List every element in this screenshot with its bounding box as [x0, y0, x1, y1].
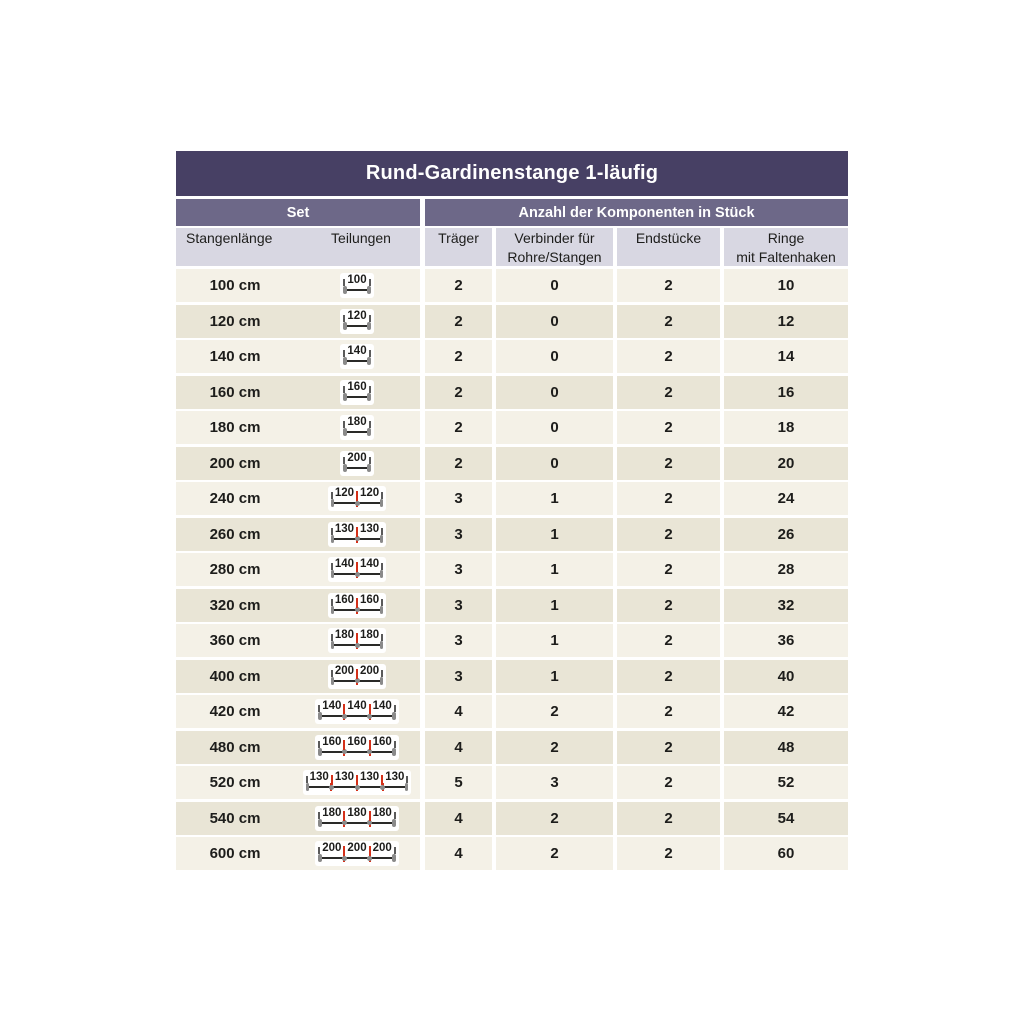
cell-endstuecke: 2 — [617, 376, 720, 409]
group-header-components — [425, 199, 848, 226]
cell-verbinder: 3 — [496, 766, 613, 799]
rod-endcap-left-icon — [343, 286, 347, 294]
rod-diagram — [343, 428, 370, 436]
segment-length: 160 — [334, 593, 354, 606]
cell-length: 160 cm — [209, 383, 261, 401]
dimension-icon — [315, 735, 399, 760]
segment-length: 180 — [334, 629, 354, 641]
cell-set — [176, 518, 420, 551]
cell-teilungen — [294, 699, 420, 724]
cell-set — [176, 305, 420, 338]
cell-set — [176, 376, 420, 409]
segment-length: 200 — [322, 842, 342, 854]
dimension-icon — [340, 309, 373, 334]
cell-ringe: 16 — [724, 376, 848, 409]
cell-set — [176, 447, 420, 480]
segment-length: 130 — [334, 522, 354, 535]
dim-limit-tick-icon — [381, 492, 383, 499]
dimension-icon — [328, 522, 386, 547]
rod-line — [319, 857, 395, 859]
dimension-icon — [340, 344, 373, 369]
dim-limit-tick-icon — [381, 528, 383, 535]
cell-verbinder: 0 — [496, 447, 613, 480]
rod-endcap-right-icon — [367, 393, 371, 401]
cell-traeger: 4 — [425, 837, 492, 870]
dim-limit-tick-icon — [394, 705, 396, 712]
dimension-numbers — [331, 488, 383, 499]
dimension-icon — [340, 451, 373, 476]
cell-verbinder: 1 — [496, 660, 613, 693]
col-header-set — [176, 228, 420, 266]
cell-traeger: 2 — [425, 269, 492, 302]
cell-set — [176, 624, 420, 657]
cell-ringe: 12 — [724, 305, 848, 338]
dim-limit-tick-icon — [381, 670, 383, 677]
dimension-numbers — [343, 382, 370, 393]
table-row — [176, 518, 848, 551]
rod-endcap-right-icon — [367, 464, 371, 472]
col-header-endstuecke — [617, 228, 720, 266]
table-row — [176, 660, 848, 693]
rod-endcap-right-icon — [367, 286, 371, 294]
rod-endcap-right-icon — [367, 428, 371, 436]
cell-set — [176, 411, 420, 444]
cell-set — [176, 589, 420, 622]
table-row — [176, 447, 848, 480]
cell-endstuecke: 2 — [617, 766, 720, 799]
segment-length: 200 — [347, 451, 367, 464]
rod-endcap-right-icon — [405, 783, 409, 791]
cell-ringe: 54 — [724, 802, 848, 835]
cell-set — [176, 269, 420, 302]
rod-endcap-right-icon — [380, 535, 384, 543]
table-row — [176, 589, 848, 622]
dimension-numbers — [343, 417, 370, 428]
rod-endcap-right-icon — [392, 712, 396, 720]
dimension-icon — [328, 486, 386, 511]
rod-line — [344, 325, 369, 327]
dim-limit-tick-icon — [381, 634, 383, 641]
dimension-icon — [328, 664, 386, 689]
dimension-numbers — [343, 453, 370, 464]
cell-traeger: 2 — [425, 447, 492, 480]
cell-length: 140 cm — [209, 348, 261, 365]
cell-teilungen — [294, 522, 420, 547]
dim-limit-tick-icon — [394, 812, 396, 819]
cell-endstuecke: 2 — [617, 340, 720, 373]
cell-verbinder: 1 — [496, 518, 613, 551]
segment-length: 140 — [372, 700, 392, 712]
rod-endcap-left-icon — [318, 819, 322, 827]
cell-ringe: 40 — [724, 660, 848, 693]
cell-traeger: 3 — [425, 482, 492, 515]
dim-limit-tick-icon — [369, 350, 371, 357]
cell-endstuecke: 2 — [617, 589, 720, 622]
cell-traeger: 4 — [425, 731, 492, 764]
dimension-numbers — [331, 595, 383, 606]
cell-traeger: 3 — [425, 553, 492, 586]
col-header-teilungen: Teilungen — [331, 230, 391, 246]
cell-endstuecke: 2 — [617, 553, 720, 586]
segment-length: 160 — [347, 380, 367, 393]
dim-limit-tick-icon — [381, 599, 383, 606]
cell-length: 520 cm — [209, 774, 261, 791]
cell-set — [176, 802, 420, 835]
dimension-numbers — [318, 808, 396, 819]
table-title-text: Rund-Gardinenstange 1-läufig — [365, 162, 659, 184]
dimension-icon — [340, 415, 373, 440]
table-row — [176, 766, 848, 799]
rod-endcap-right-icon — [380, 677, 384, 685]
table-row — [176, 553, 848, 586]
cell-teilungen — [294, 380, 420, 405]
rod-endcap-right-icon — [392, 819, 396, 827]
cell-teilungen — [294, 806, 420, 831]
cell-set — [176, 660, 420, 693]
table-row — [176, 305, 848, 338]
segment-length: 130 — [334, 771, 354, 783]
rod-line — [319, 751, 395, 753]
rod-diagram — [343, 464, 370, 472]
segment-length: 140 — [322, 700, 342, 712]
col-header-traeger — [425, 228, 492, 266]
rod-endcap-left-icon — [343, 428, 347, 436]
segment-length: 180 — [360, 629, 380, 641]
cell-length: 240 cm — [209, 490, 261, 507]
dimension-numbers — [343, 346, 370, 357]
cell-verbinder: 1 — [496, 482, 613, 515]
cell-verbinder: 0 — [496, 269, 613, 302]
segment-length: 160 — [372, 735, 392, 748]
rod-endcap-left-icon — [318, 712, 322, 720]
cell-traeger: 3 — [425, 624, 492, 657]
cell-length: 280 cm — [209, 561, 261, 578]
cell-length: 400 cm — [209, 667, 261, 685]
cell-verbinder: 0 — [496, 411, 613, 444]
rod-endcap-right-icon — [367, 322, 371, 330]
dim-limit-tick-icon — [381, 563, 383, 570]
col-header-ringe-label: Ringe mit Faltenhaken — [736, 230, 836, 265]
cell-endstuecke: 2 — [617, 802, 720, 835]
segment-length: 200 — [334, 664, 354, 677]
cell-teilungen — [294, 664, 420, 689]
cell-ringe: 10 — [724, 269, 848, 302]
rod-endcap-right-icon — [392, 748, 396, 756]
cell-traeger: 4 — [425, 802, 492, 835]
segment-length: 130 — [360, 522, 380, 535]
rod-endcap-left-icon — [331, 677, 335, 685]
rod-line — [344, 467, 369, 469]
rod-endcap-left-icon — [343, 322, 347, 330]
rod-diagram — [318, 819, 396, 827]
cell-endstuecke: 2 — [617, 731, 720, 764]
cell-ringe: 24 — [724, 482, 848, 515]
rod-diagram — [343, 322, 370, 330]
rod-diagram — [318, 854, 396, 862]
segment-length: 200 — [360, 664, 380, 677]
table-row — [176, 695, 848, 728]
cell-traeger: 3 — [425, 660, 492, 693]
cell-set — [176, 731, 420, 764]
dimension-icon — [340, 380, 373, 405]
rod-diagram — [318, 748, 396, 756]
cell-set — [176, 837, 420, 870]
cell-verbinder: 0 — [496, 305, 613, 338]
col-header-verbinder — [496, 228, 613, 266]
cell-endstuecke: 2 — [617, 695, 720, 728]
segment-length: 180 — [372, 806, 392, 819]
cell-length: 120 cm — [209, 312, 261, 330]
cell-ringe: 28 — [724, 553, 848, 586]
cell-length: 540 cm — [209, 809, 261, 827]
rod-endcap-right-icon — [380, 641, 384, 649]
rod-endcap-left-icon — [331, 570, 335, 578]
cell-ringe: 26 — [724, 518, 848, 551]
cell-teilungen — [294, 415, 420, 440]
component-table — [176, 151, 848, 873]
cell-endstuecke: 2 — [617, 305, 720, 338]
cell-endstuecke: 2 — [617, 660, 720, 693]
rod-line — [319, 822, 395, 824]
segment-length: 130 — [385, 771, 405, 783]
segment-length: 140 — [334, 558, 354, 570]
dimension-numbers — [331, 524, 383, 535]
table-title — [176, 151, 848, 196]
table-body — [176, 269, 848, 870]
cell-ringe: 14 — [724, 340, 848, 373]
cell-teilungen — [294, 344, 420, 369]
cell-ringe: 36 — [724, 624, 848, 657]
dim-limit-tick-icon — [406, 776, 408, 783]
rod-endcap-left-icon — [343, 357, 347, 365]
cell-set — [176, 695, 420, 728]
cell-endstuecke: 2 — [617, 482, 720, 515]
cell-length: 100 cm — [209, 277, 261, 294]
table-row — [176, 340, 848, 373]
dimension-icon — [328, 593, 386, 618]
segment-length: 180 — [347, 806, 367, 819]
group-header-set-label: Set — [286, 204, 310, 221]
dimension-numbers — [306, 772, 409, 783]
segment-length: 140 — [347, 700, 367, 712]
segment-length: 160 — [322, 735, 342, 748]
rod-diagram — [343, 357, 370, 365]
rod-line — [319, 715, 395, 717]
cell-length: 260 cm — [209, 525, 261, 543]
dim-limit-tick-icon — [394, 847, 396, 854]
dim-limit-tick-icon — [369, 386, 371, 393]
rod-endcap-left-icon — [331, 606, 335, 614]
cell-traeger: 3 — [425, 518, 492, 551]
dimension-numbers — [331, 630, 383, 641]
rod-endcap-left-icon — [343, 464, 347, 472]
cell-verbinder: 2 — [496, 802, 613, 835]
segment-length: 140 — [347, 345, 367, 357]
col-header-ringe — [724, 228, 848, 266]
cell-verbinder: 1 — [496, 589, 613, 622]
cell-ringe: 60 — [724, 837, 848, 870]
cell-endstuecke: 2 — [617, 837, 720, 870]
dim-limit-tick-icon — [369, 315, 371, 322]
rod-endcap-left-icon — [306, 783, 310, 791]
cell-traeger: 2 — [425, 305, 492, 338]
dimension-numbers — [343, 311, 370, 322]
cell-set — [176, 553, 420, 586]
dimension-icon — [303, 770, 412, 795]
cell-ringe: 20 — [724, 447, 848, 480]
rod-diagram — [318, 712, 396, 720]
table-row — [176, 802, 848, 835]
dimension-icon — [328, 557, 386, 582]
cell-set — [176, 340, 420, 373]
cell-endstuecke: 2 — [617, 447, 720, 480]
cell-traeger: 4 — [425, 695, 492, 728]
dimension-numbers — [318, 843, 396, 854]
cell-verbinder: 2 — [496, 731, 613, 764]
cell-set — [176, 766, 420, 799]
segment-length: 200 — [372, 842, 392, 854]
segment-length: 160 — [360, 593, 380, 606]
dim-limit-tick-icon — [369, 421, 371, 428]
dimension-numbers — [318, 737, 396, 748]
group-header-components-label: Anzahl der Komponenten in Stück — [518, 204, 755, 221]
cell-ringe: 18 — [724, 411, 848, 444]
cell-teilungen — [294, 309, 420, 334]
segment-length: 180 — [322, 806, 342, 819]
cell-length: 360 cm — [209, 632, 261, 649]
cell-traeger: 2 — [425, 340, 492, 373]
cell-verbinder: 2 — [496, 837, 613, 870]
table-row — [176, 837, 848, 870]
cell-ringe: 52 — [724, 766, 848, 799]
col-header-verbinder-label: Verbinder für Rohre/Stangen — [507, 230, 602, 265]
cell-endstuecke: 2 — [617, 269, 720, 302]
rod-endcap-left-icon — [331, 641, 335, 649]
dimension-numbers — [331, 559, 383, 570]
cell-teilungen — [294, 735, 420, 760]
cell-endstuecke: 2 — [617, 624, 720, 657]
rod-line — [344, 396, 369, 398]
dimension-numbers — [318, 701, 396, 712]
cell-ringe: 48 — [724, 731, 848, 764]
cell-endstuecke: 2 — [617, 518, 720, 551]
dimension-icon — [315, 699, 399, 724]
col-header-endstuecke-label: Endstücke — [635, 230, 702, 246]
rod-endcap-right-icon — [380, 606, 384, 614]
rod-line — [344, 360, 369, 362]
cell-traeger: 3 — [425, 589, 492, 622]
cell-teilungen — [294, 770, 420, 795]
table-row — [176, 269, 848, 302]
rod-endcap-left-icon — [331, 535, 335, 543]
cell-verbinder: 1 — [496, 553, 613, 586]
column-header-row — [176, 228, 848, 266]
dim-limit-tick-icon — [369, 279, 371, 286]
col-header-traeger-label: Träger — [438, 230, 479, 246]
segment-length: 120 — [334, 487, 354, 499]
cell-traeger: 5 — [425, 766, 492, 799]
segment-length: 130 — [309, 771, 329, 783]
cell-length: 320 cm — [209, 596, 261, 614]
cell-teilungen — [294, 486, 420, 511]
table-row — [176, 731, 848, 764]
rod-endcap-right-icon — [367, 357, 371, 365]
cell-teilungen — [294, 557, 420, 582]
segment-length: 180 — [347, 416, 367, 428]
table-row — [176, 376, 848, 409]
rod-endcap-left-icon — [343, 393, 347, 401]
cell-traeger: 2 — [425, 411, 492, 444]
rod-line — [344, 431, 369, 433]
cell-length: 200 cm — [209, 454, 261, 472]
table-row — [176, 411, 848, 444]
table-row — [176, 482, 848, 515]
segment-length: 200 — [347, 842, 367, 854]
cell-verbinder: 1 — [496, 624, 613, 657]
segment-length: 130 — [360, 771, 380, 783]
rod-endcap-right-icon — [380, 499, 384, 507]
cell-teilungen — [294, 451, 420, 476]
cell-teilungen — [294, 841, 420, 866]
dimension-icon — [315, 841, 399, 866]
segment-length: 100 — [347, 274, 367, 286]
rod-endcap-right-icon — [380, 570, 384, 578]
rod-diagram — [343, 286, 370, 294]
segment-length: 140 — [360, 558, 380, 570]
segment-length: 120 — [347, 309, 367, 322]
dimension-numbers — [331, 666, 383, 677]
dimension-icon — [315, 806, 399, 831]
cell-length: 600 cm — [209, 845, 261, 862]
segment-length: 160 — [347, 735, 367, 748]
cell-verbinder: 0 — [496, 340, 613, 373]
table-row — [176, 624, 848, 657]
cell-endstuecke: 2 — [617, 411, 720, 444]
cell-teilungen — [294, 628, 420, 653]
dimension-numbers — [343, 275, 370, 286]
group-header-set — [176, 199, 420, 226]
cell-length: 180 cm — [209, 419, 261, 436]
cell-set — [176, 482, 420, 515]
dimension-icon — [340, 273, 373, 298]
cell-verbinder: 0 — [496, 376, 613, 409]
rod-endcap-left-icon — [318, 854, 322, 862]
dimension-icon — [328, 628, 386, 653]
rod-endcap-left-icon — [331, 499, 335, 507]
cell-length: 420 cm — [209, 703, 261, 720]
cell-teilungen — [294, 593, 420, 618]
rod-diagram — [343, 393, 370, 401]
dim-limit-tick-icon — [369, 457, 371, 464]
segment-length: 120 — [360, 487, 380, 499]
rod-endcap-right-icon — [392, 854, 396, 862]
cell-ringe: 42 — [724, 695, 848, 728]
cell-length: 480 cm — [209, 738, 261, 756]
rod-line — [344, 289, 369, 291]
cell-ringe: 32 — [724, 589, 848, 622]
rod-endcap-left-icon — [318, 748, 322, 756]
dim-limit-tick-icon — [394, 741, 396, 748]
group-header-row — [176, 199, 848, 226]
cell-traeger: 2 — [425, 376, 492, 409]
cell-teilungen — [294, 273, 420, 298]
col-header-stangenlaenge: Stangenlänge — [186, 230, 273, 246]
cell-verbinder: 2 — [496, 695, 613, 728]
